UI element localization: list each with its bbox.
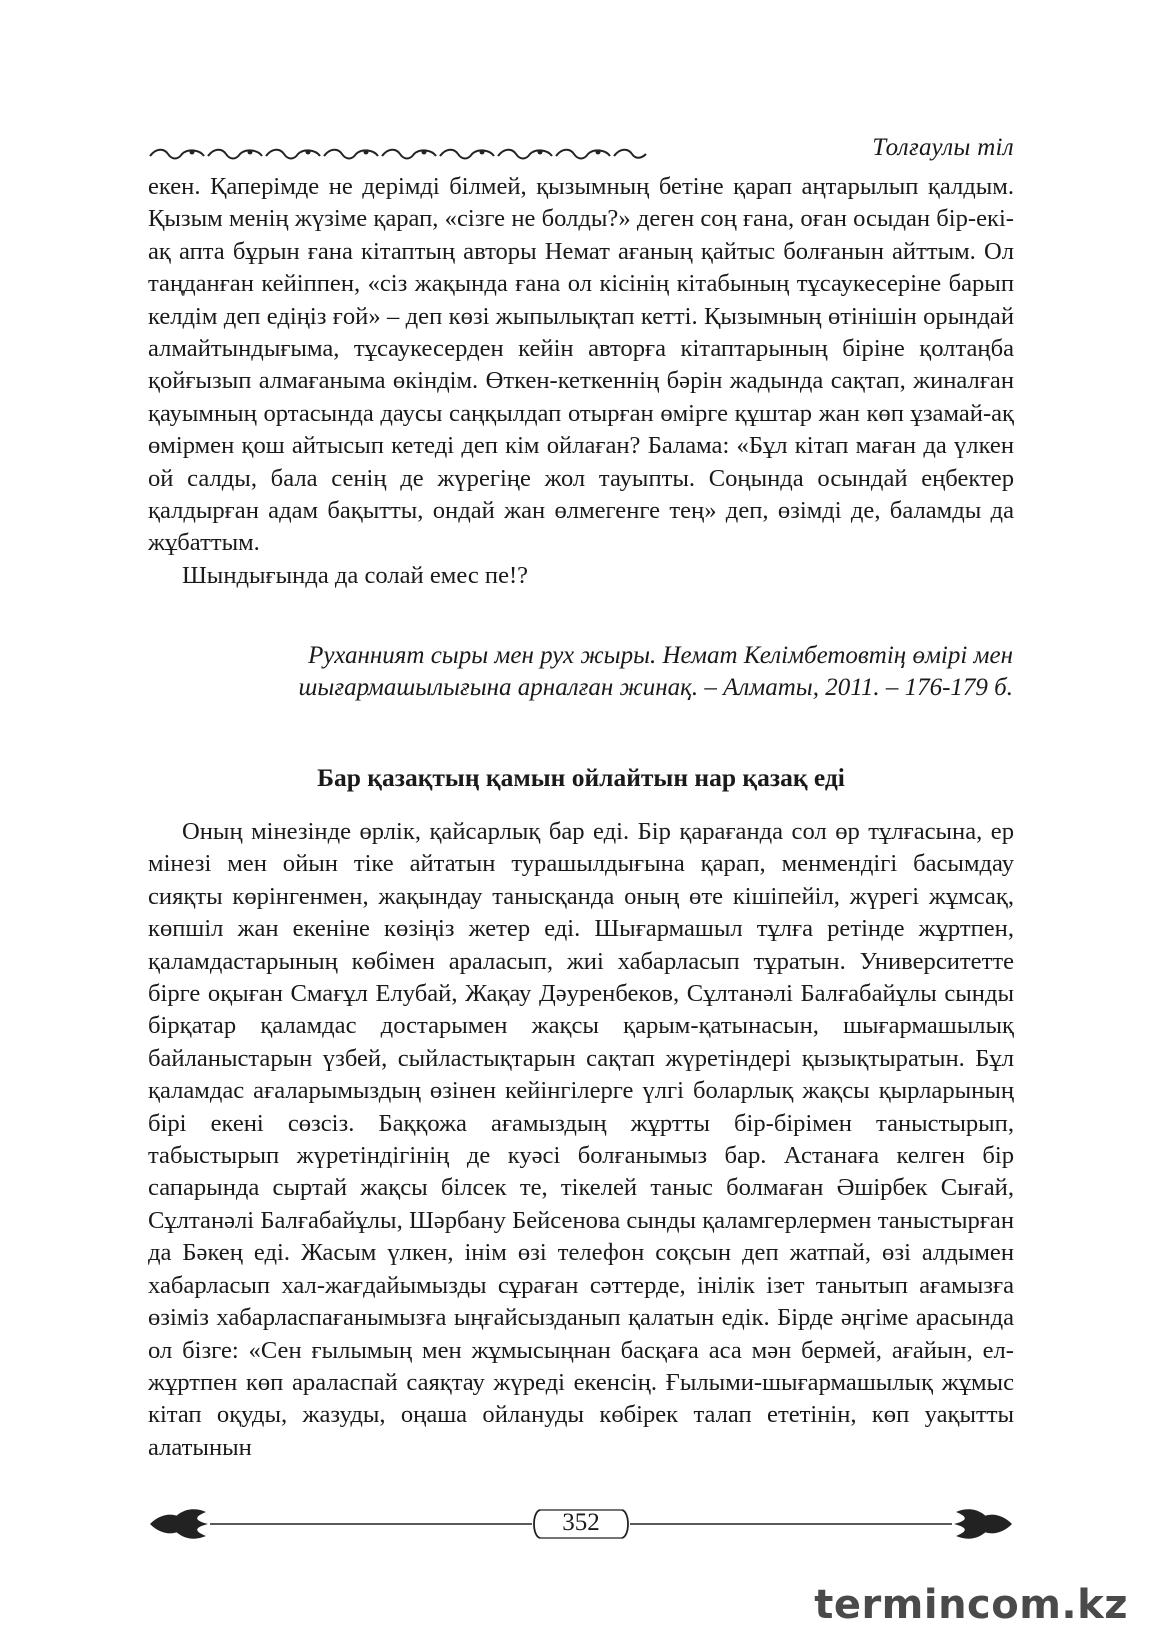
page-footer xyxy=(148,1502,1014,1546)
watermark-logo: termincom.kz xyxy=(814,1582,1128,1628)
section-title: Бар қазақтың қамын ойлайтын нар қазақ еді xyxy=(317,763,845,792)
citation xyxy=(200,640,1013,704)
paragraph: Шындығында да солай емес пе!? xyxy=(182,561,529,589)
paragraph: Оның мінезінде өрлік, қайсарлық бар еді. Бір қарағанда сол өр тұлғасына, ер мінезі мен ойын тіке айтатын турашылдығына қарап, менмендігі басымдау сияқты көрінгенмен, жақындау танысқанда оның өте кішіпейіл, жүрегі жұмсақ, көпшіл жан екеніне көзіңіз жетер еді. Шығармашыл тұлға ретінде жұртпен, қаламдастарының көбімен араласып, жиі хабарласып тұратын. Университетте бірге оқыған Смағұл Елубай, Жақау Дәуренбеков, Сұлтанәлі Балғабайұлы сынды бірқатар қаламдас достарымен жақсы қарым-қатынасын, шығармашылық байланыстарын үзбей, сыйластықтарын сақтап жүретіндері қызықтыратын. Бұл қаламдас ағаларымыздың өзінен кейінгілерге үлгі боларлық жақсы қырларының бірі екені сөзсіз. Баққожа ағамыздың жұртты бір-бірімен таныстырып, табыстырып жүретіндігінің де куәсі болғанымыз бар. Астанаға келген бір сапарында сыртай жақсы білсек те, тікелей таныс болмаған Әшірбек Сығай, Сұлтанәлі Балғабайұлы, Шәрбану Бейсенова сынды қаламгерлермен таныстырған да Бәкең еді. Жасым үлкен, інім өзі телефон соқсын деп жатпай, өзі алдымен хабарласып хал-жағдайымызды сұраған сәттерде, інілік ізет танытып ағамызға өзіміз хабарласпағанымызға ыңғайсызданып қалатын едік. Бірде әңгіме арасында ол бізге: «Сен ғылымың мен жұмысыңнан басқаға аса мән бермей, ағайын, ел-жұртпен көп араласпай саяқтау жүреді екенсің. Ғылыми-шығармашылық жұмыс кітап оқуды, жазуды, оңаша ойлануды көбірек талап ететінін, көп уақытты алатынын xyxy=(148,818,1014,1461)
paragraph: екен. Қаперімде не дерімді білмей, қызымның бетіне қарап аңтарылып қалдым. Қызым менің жүзіме қарап, «сізге не болды?» деген соң ғана, оған осыдан бір-екі-ақ апта бұрын ғана кітаптың авторы Немат ағаның қайтыс болғанын айттым. Ол таңданған кейіппен, «сіз жақында ғана ол кісінің кітабының тұсаукесеріне барып келдім деп едіңіз ғой» – деп көзі жыпылықтап кетті. Қызымның өтінішін орындай алмайтындығыма, тұсаукесерден кейін авторға кітаптарының біріне қолтаңба қойғызып алмағаныма өкіндім. Өткен-кеткеннің бәрін жадында сақтап, жиналған қауымның ортасында даусы саңқылдап отырған өмірге құштар жан көп ұзамай-ақ өмірмен қош айтысып кетеді деп кім ойлаған? Балама: «Бұл кітап маған да үлкен ой салды, бала сенің де жүрегіңе жол тауыпты. Соңында осындай еңбектер қалдырған адам бақытты, ондай жан өлмегенге тең» деп, өзімді де, баламды да жұбаттым. xyxy=(148,173,1014,557)
citation-line: Руханният сыры мен рух жыры. Немат Келімбетовтің өмірі мен xyxy=(308,642,1013,669)
running-title: Толғаулы тіл xyxy=(872,134,1014,161)
continued-text xyxy=(148,171,1014,592)
header-ornament-icon xyxy=(148,144,648,164)
page-header xyxy=(148,130,1014,170)
page-number: 352 xyxy=(562,1509,600,1536)
section-text xyxy=(148,816,1014,1464)
citation-line: шығармашылығына арналған жинақ. – Алматы, 2011. – 176-179 б. xyxy=(298,674,1013,701)
